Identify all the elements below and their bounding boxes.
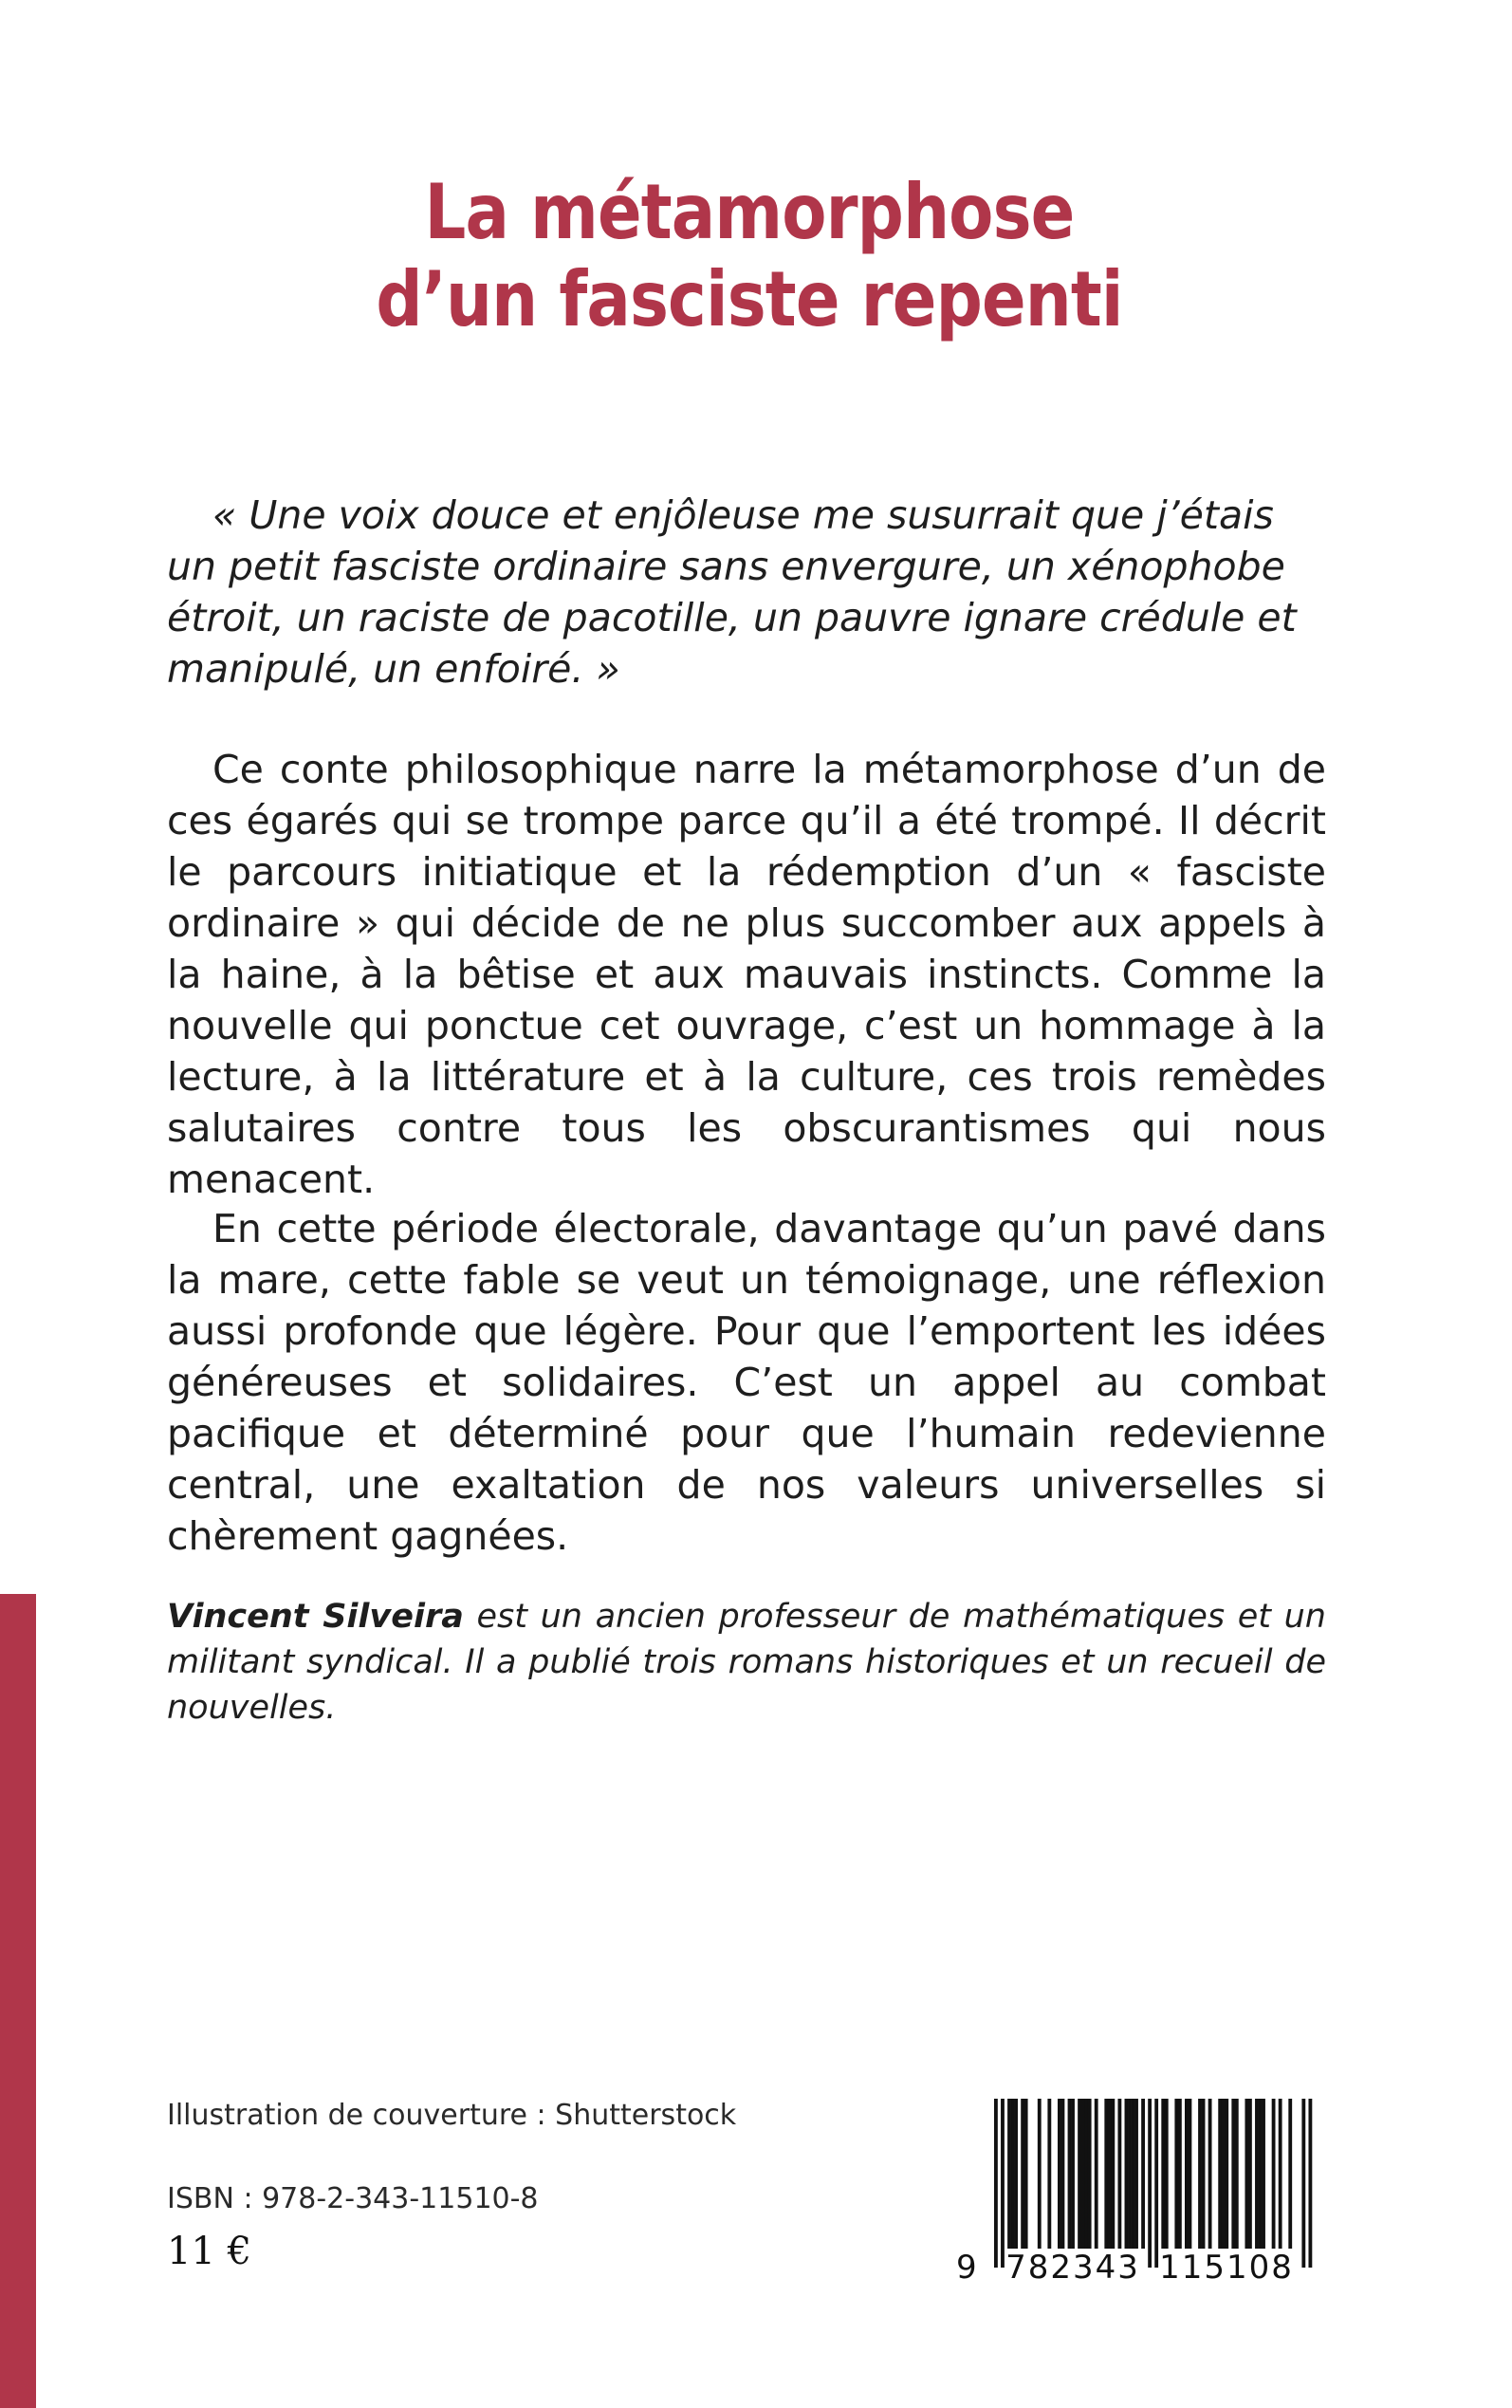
author-bio-text: est un ancien professeur de mathématiques et un militant syndical. Il a publié trois romans historiques et un recueil de nouvelles. [167,1598,1326,1727]
barcode-bar [1007,2099,1011,2249]
barcode-bar [1125,2099,1129,2249]
summary-paragraph-2: En cette période électorale, davantage qu’un pavé dans la mare, cette fable se veut un témoignage, une réflexion aussi profonde que légère. Pour que l’emportent les idées généreuses et solidaires. C’est un appel au combat pacifique et déterminé pour que l’humain redevienne central, une exaltation de nos valeurs universelles si chèrement gagnées. [167,1206,1326,1559]
barcode-bar [1259,2099,1263,2249]
barcode-bar [1189,2099,1192,2249]
barcode-bar [1104,2099,1108,2249]
barcode-bar [1071,2099,1075,2249]
summary-paragraph-1: Ce conte philosophique narre la métamorphose d’un de ces égarés qui se trompe parce qu’il a été trompé. Il décrit le parcours initiatique et la rédemption d’un « fasciste ordinaire » qui décide de ne plus succomber aux appels à la haine, à la bêtise et aux mauvais instincts. Comme la nouvelle qui ponctue cet ouvrage, c’est un hommage à la lecture, à la littérature et à la culture, ces trois remèdes salutaires contre tous les obscurantismes qui nous menacent. [167,747,1326,1202]
barcode-bar [1235,2099,1239,2249]
barcode-bar [1218,2099,1222,2249]
barcode-digits [956,2241,1317,2298]
barcode-bar [1024,2099,1028,2249]
barcode-bar [1014,2099,1018,2249]
book-title-line-2: d’un fasciste repenti [376,255,1123,343]
barcode-bar [1038,2099,1042,2249]
book-title [350,169,1150,343]
barcode-bar [1047,2099,1051,2249]
barcode-right-digits: 115108 [1159,2249,1294,2287]
barcode-bar [1165,2099,1169,2249]
author-bio [167,1594,1326,1731]
illustration-credit: Illustration de couverture : Shutterstock [167,2099,737,2132]
barcode-left-digits: 782343 [1005,2249,1140,2287]
barcode-bar [1222,2099,1226,2249]
barcode-bar [1174,2099,1178,2249]
barcode-bar [1231,2099,1235,2249]
barcode-bar [1262,2099,1265,2249]
barcode-bar [1078,2099,1081,2249]
barcode-bar [1108,2099,1112,2249]
barcode-bar [1248,2099,1252,2249]
book-title-line-1: La métamorphose [424,168,1075,256]
barcode-bar [1272,2099,1276,2249]
accent-side-bar [0,1594,36,2408]
barcode-bar [1225,2099,1228,2249]
barcode-bar [1128,2099,1132,2249]
excerpt-quote: « Une voix douce et enjôleuse me susurrait que j’étais un petit fasciste ordinaire sans envergure, un xénophobe étroit, un raciste de pacotille, un pauvre ignare crédule et manipulé, un enfoiré. » [167,492,1297,692]
barcode-bar [1095,2099,1098,2249]
barcode-first-digit: 9 [956,2249,977,2287]
barcode-bar [1111,2099,1115,2249]
price: 11 € [167,2230,252,2273]
barcode-bar [1011,2099,1015,2249]
barcode-bar [1088,2099,1092,2249]
barcode-bar [1068,2099,1072,2249]
barcode-bar [1208,2099,1212,2249]
barcode-bar [1021,2099,1024,2249]
barcode-bar [1058,2099,1061,2249]
barcode-bar [1132,2099,1135,2249]
isbn: ISBN : 978-2-343-11510-8 [167,2182,539,2215]
barcode-bar [1288,2099,1292,2249]
barcode-bar [1117,2099,1121,2249]
barcode-bar [1202,2099,1206,2249]
barcode-bar [1081,2099,1085,2249]
author-name: Vincent Silveira [167,1598,464,1636]
barcode-bar [1178,2099,1182,2249]
barcode-bar [1061,2099,1065,2249]
barcode-bar [1245,2099,1248,2249]
barcode-bar [1141,2099,1145,2249]
isbn-barcode [956,2099,1317,2298]
barcode-bar [1161,2099,1165,2249]
barcode-bar [1084,2099,1088,2249]
barcode-bar [1279,2099,1282,2249]
barcode-bar [1198,2099,1202,2249]
barcode-bar [1255,2099,1259,2249]
barcode-bar [1134,2099,1138,2249]
barcode-bar [1185,2099,1189,2249]
